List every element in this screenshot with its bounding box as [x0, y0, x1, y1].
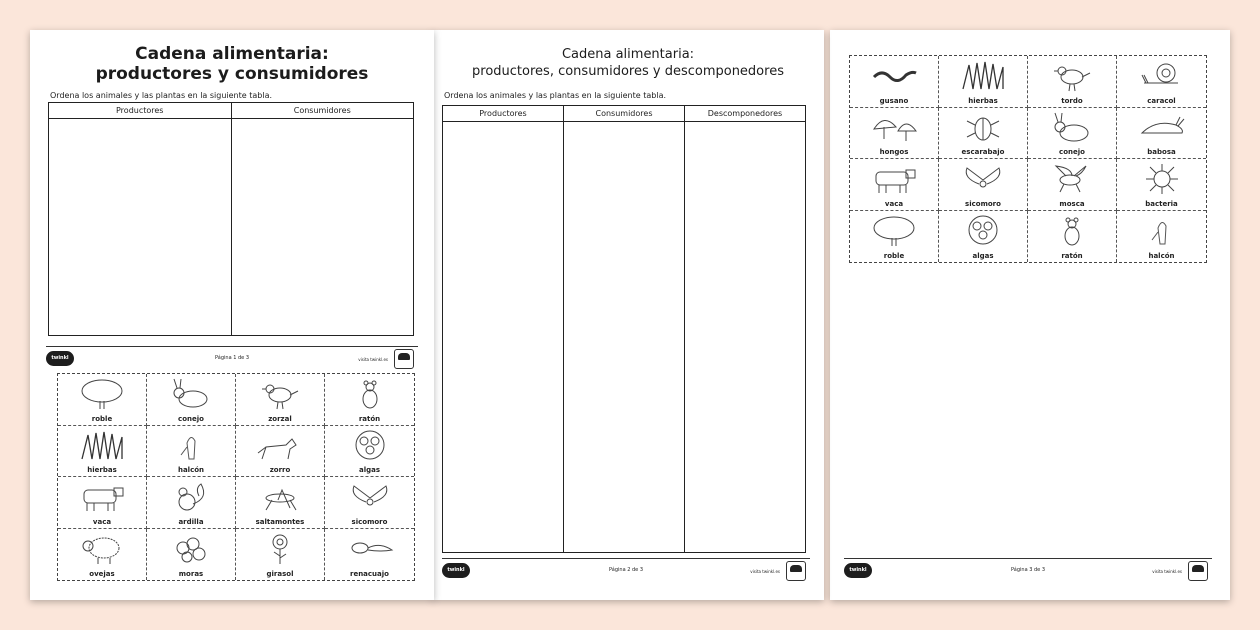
quality-badge-icon: [786, 561, 806, 581]
card-label: girasol: [266, 570, 294, 578]
page-number: Página 1 de 3: [214, 355, 250, 361]
title-line-2: productores, consumidores y descomponedores: [472, 64, 784, 79]
column-header: Productores: [443, 106, 563, 122]
slug-icon: [1132, 111, 1192, 145]
card-label: algas: [972, 252, 994, 260]
picture-card: [325, 374, 414, 426]
page-title: [30, 44, 434, 84]
card-label: vaca: [92, 517, 112, 526]
grass-icon: [953, 59, 1013, 93]
footer-url: visita twinkl.es: [750, 569, 780, 574]
card-label: conejo: [178, 414, 204, 423]
picture-card: [236, 529, 325, 581]
card-label: hongos: [879, 148, 909, 156]
picture-card-grid: [57, 373, 415, 581]
picture-card: [939, 211, 1028, 263]
picture-card: [58, 477, 147, 529]
card-label: babosa: [1147, 148, 1176, 156]
card-label: hierbas: [87, 466, 117, 474]
card-label: ovejas: [89, 570, 115, 578]
column-productores: [443, 106, 563, 552]
picture-card: [236, 374, 325, 426]
card-label: roble: [91, 414, 113, 423]
card-label: moras: [178, 570, 204, 578]
card-label: algas: [358, 466, 381, 474]
picture-card: [58, 529, 147, 581]
sorting-table: [442, 105, 806, 553]
sheep-icon: [72, 532, 132, 566]
page-footer: [442, 558, 810, 584]
sycamore-seed-icon: [953, 162, 1013, 196]
title-line-1: Cadena alimentaria:: [561, 47, 695, 62]
picture-card: [1117, 56, 1206, 108]
card-label: halcón: [177, 466, 205, 474]
picture-card: [325, 477, 414, 529]
card-label: renacuajo: [350, 570, 389, 578]
worksheet-page-3: [830, 30, 1230, 600]
picture-card: [325, 529, 414, 581]
picture-card: [939, 108, 1028, 160]
mushroom-icon: [864, 111, 924, 145]
card-label: ardilla: [178, 517, 204, 526]
grasshopper-icon: [250, 480, 310, 514]
picture-card: [1028, 108, 1117, 160]
picture-card: [1117, 108, 1206, 160]
algae-icon: [340, 429, 400, 463]
card-label: ratón: [1061, 252, 1083, 260]
picture-card: [850, 108, 939, 160]
card-label: sicomoro: [965, 199, 1001, 208]
picture-card: [58, 374, 147, 426]
cow-icon: [72, 480, 132, 514]
thrush-icon: [250, 377, 310, 411]
picture-card: [850, 56, 939, 108]
card-label: sicomoro: [351, 517, 388, 526]
column-consumidores: [563, 106, 684, 552]
picture-card: [147, 477, 236, 529]
card-label: gusano: [879, 96, 909, 105]
picture-card: [1117, 211, 1206, 263]
page-number: Página 3 de 3: [1010, 567, 1046, 573]
card-label: saltamontes: [255, 517, 305, 526]
oak-tree-icon: [72, 377, 132, 411]
card-label: vaca: [884, 199, 904, 208]
instruction-text: Ordena los animales y las plantas en la siguiente tabla.: [444, 91, 667, 100]
instruction-text: Ordena los animales y las plantas en la siguiente tabla.: [50, 91, 273, 100]
footer-url: visita twinkl.es: [1152, 569, 1182, 574]
card-label: bacteria: [1145, 199, 1178, 208]
picture-card: [236, 477, 325, 529]
page-footer: [46, 346, 418, 372]
card-label: zorro: [269, 466, 291, 474]
mouse-icon: [1042, 214, 1102, 248]
footer-url: visita twinkl.es: [358, 357, 388, 362]
rabbit-icon: [1042, 111, 1102, 145]
sunflower-icon: [250, 532, 310, 566]
rabbit-icon: [161, 377, 221, 411]
oak-tree-icon: [864, 214, 924, 248]
picture-card: [1028, 211, 1117, 263]
sorting-table: [48, 102, 414, 336]
hawk-icon: [1132, 214, 1192, 248]
worm-icon: [864, 59, 924, 93]
thrush-icon: [1042, 59, 1102, 93]
picture-card: [1117, 159, 1206, 211]
column-header: Consumidores: [232, 103, 414, 119]
bacteria-icon: [1132, 162, 1192, 196]
quality-badge-icon: [394, 349, 414, 369]
card-label: tordo: [1061, 96, 1083, 105]
algae-icon: [953, 214, 1013, 248]
card-label: ratón: [358, 414, 381, 423]
card-label: conejo: [1059, 148, 1085, 156]
picture-card: [236, 426, 325, 478]
fox-icon: [250, 429, 310, 463]
twinkl-logo: twinkl: [844, 563, 872, 578]
picture-card: [939, 159, 1028, 211]
picture-card: [850, 211, 939, 263]
worksheet-page-2: [432, 30, 824, 600]
picture-card: [939, 56, 1028, 108]
blackberries-icon: [161, 532, 221, 566]
title-line-2: productores y consumidores: [95, 64, 369, 84]
page-footer: [844, 558, 1212, 584]
hawk-icon: [161, 429, 221, 463]
quality-badge-icon: [1188, 561, 1208, 581]
column-header: Productores: [49, 103, 231, 119]
column-productores: [49, 103, 231, 335]
card-label: escarabajo: [961, 148, 1005, 156]
card-label: roble: [883, 252, 905, 260]
picture-card: [58, 426, 147, 478]
cow-icon: [864, 162, 924, 196]
twinkl-logo: twinkl: [46, 351, 74, 366]
page-title: [432, 46, 824, 80]
card-label: hierbas: [968, 96, 998, 105]
column-header: Descomponedores: [685, 106, 805, 122]
picture-card-grid: [849, 55, 1207, 263]
page-number: Página 2 de 3: [608, 567, 644, 573]
card-label: caracol: [1147, 96, 1176, 105]
beetle-icon: [953, 111, 1013, 145]
picture-card: [147, 529, 236, 581]
picture-card: [147, 426, 236, 478]
column-header: Consumidores: [564, 106, 684, 122]
card-label: halcón: [1148, 252, 1175, 260]
tadpole-icon: [340, 532, 400, 566]
snail-icon: [1132, 59, 1192, 93]
card-label: mosca: [1059, 199, 1085, 208]
picture-card: [147, 374, 236, 426]
sycamore-seed-icon: [340, 480, 400, 514]
fly-icon: [1042, 162, 1102, 196]
grass-icon: [72, 429, 132, 463]
picture-card: [1028, 159, 1117, 211]
mouse-icon: [340, 377, 400, 411]
title-line-1: Cadena alimentaria:: [135, 44, 329, 64]
picture-card: [850, 159, 939, 211]
picture-card: [325, 426, 414, 478]
column-consumidores: [231, 103, 414, 335]
card-label: zorzal: [268, 414, 292, 423]
worksheet-page-1: [30, 30, 434, 600]
picture-card: [1028, 56, 1117, 108]
twinkl-logo: twinkl: [442, 563, 470, 578]
squirrel-icon: [161, 480, 221, 514]
column-descomponedores: [684, 106, 805, 552]
